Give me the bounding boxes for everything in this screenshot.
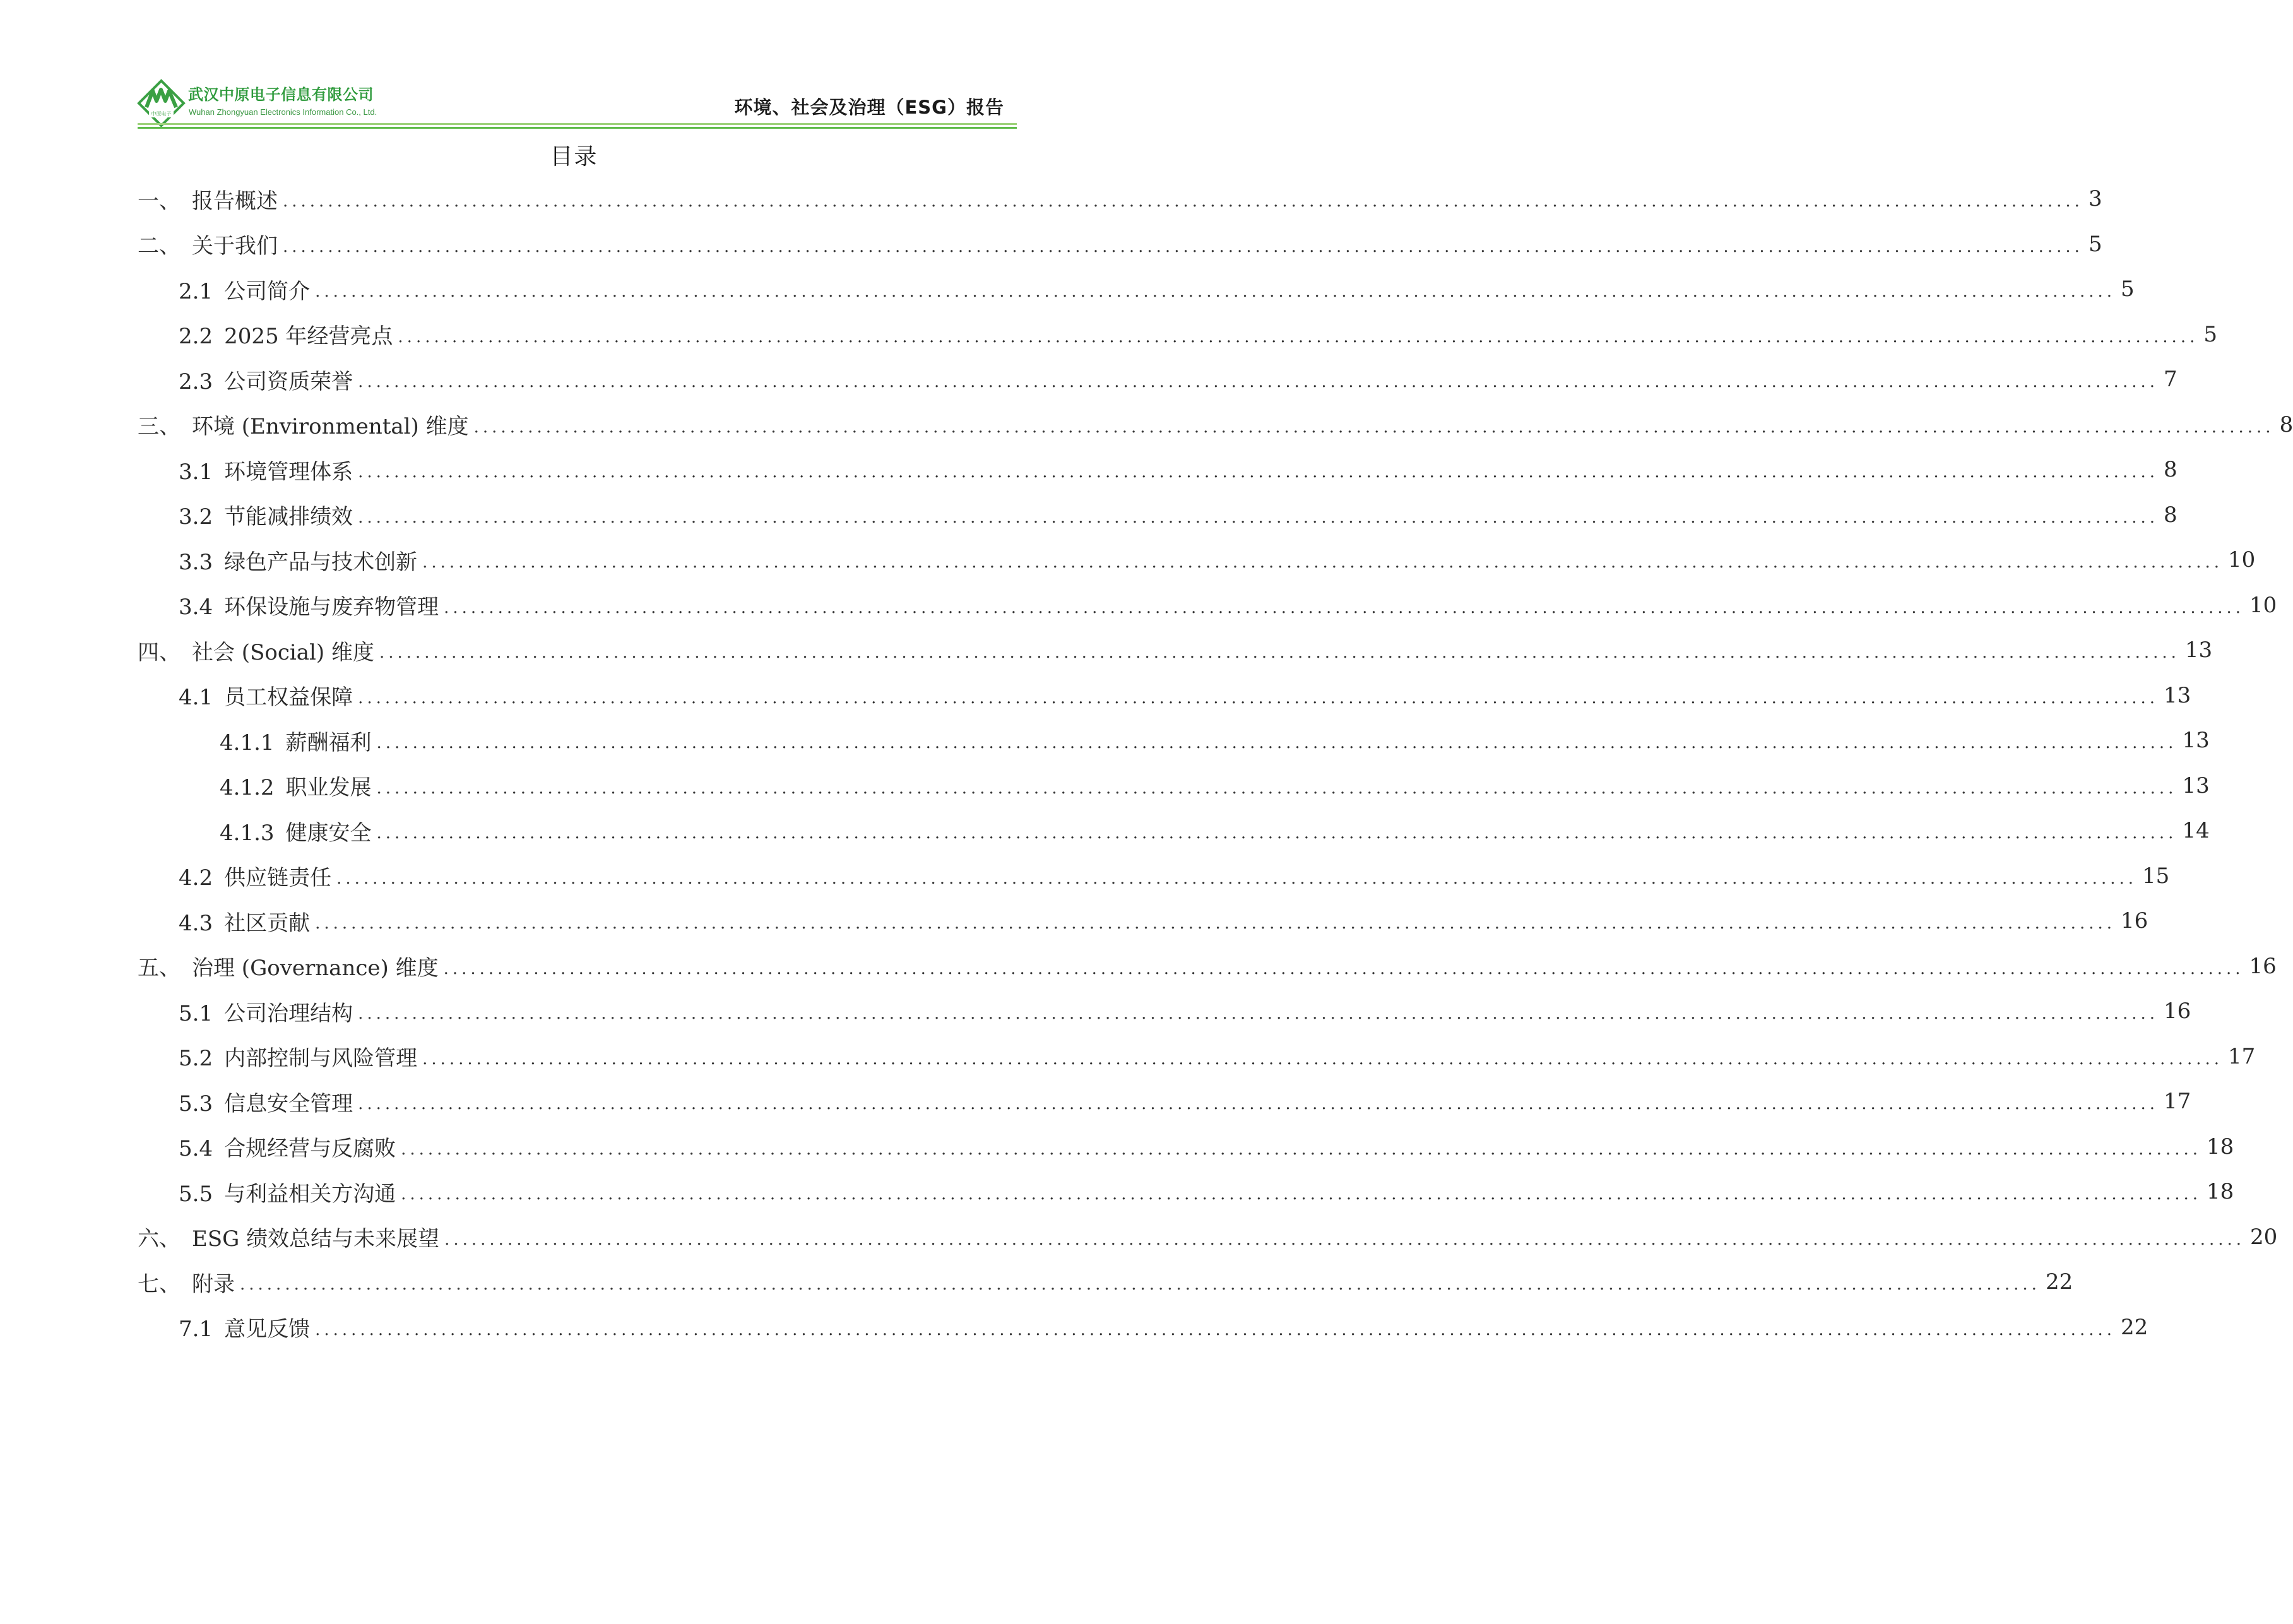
toc-entry-number: 2.2 <box>179 324 213 349</box>
toc-entry[interactable] <box>138 409 2293 441</box>
toc-entry-text: 社区贡献 <box>224 910 311 936</box>
toc-entry[interactable] <box>179 590 2277 621</box>
toc-entry-text: 合规经营与反腐败 <box>224 1136 396 1161</box>
toc-entry-text: 报告概述 <box>192 188 278 214</box>
toc-entry-number: 3.3 <box>179 549 213 575</box>
toc-entry-text: 与利益相关方沟通 <box>224 1181 396 1207</box>
report-title: 环境、社会及治理（ESG）报告 <box>734 97 1004 118</box>
toc-entry-label <box>138 1221 439 1252</box>
toc-entry-number: 5.5 <box>179 1181 213 1207</box>
toc-entry-page: 17 <box>2228 1043 2256 1069</box>
toc-dot-leader: ........................................................................................................................................................................................................ <box>422 1049 2224 1069</box>
toc-dot-leader: ........................................................................................................................................................................................................ <box>376 824 2177 843</box>
toc-entry-label <box>179 274 310 305</box>
toc-entry-page: 5 <box>2203 321 2217 347</box>
toc-entry-number: 4.1.2 <box>220 775 275 800</box>
toc-entry[interactable] <box>179 273 2135 305</box>
toc-dot-leader: ........................................................................................................................................................................................................ <box>358 1004 2159 1023</box>
toc-entry-label <box>179 1312 310 1342</box>
toc-dot-leader: ........................................................................................................................................................................................................ <box>358 688 2159 708</box>
toc-entry-page: 22 <box>2121 1314 2148 1340</box>
toc-entry[interactable] <box>138 951 2277 982</box>
toc-entry-page: 13 <box>2164 682 2191 708</box>
toc-entry-label <box>220 725 372 756</box>
toc-entry-text: 意见反馈 <box>224 1317 311 1342</box>
toc-dot-leader: ........................................................................................................................................................................................................ <box>240 1275 2041 1294</box>
toc-dot-leader: ........................................................................................................................................................................................................ <box>444 598 2245 617</box>
toc-entry-label <box>179 860 331 891</box>
toc-dot-leader: ........................................................................................................................................................................................................ <box>398 327 2199 347</box>
toc-entry-page: 8 <box>2164 502 2177 528</box>
toc-entry[interactable] <box>138 228 2102 260</box>
toc-entry-label <box>179 906 310 937</box>
toc-entry-number: 4.1 <box>179 685 213 710</box>
toc-dot-leader: ........................................................................................................................................................................................................ <box>422 553 2224 572</box>
toc-entry[interactable] <box>179 680 2191 711</box>
header-rule-dark <box>138 127 1017 129</box>
toc-entry[interactable] <box>179 1176 2234 1207</box>
toc-entry-text: 信息安全管理 <box>224 1091 353 1117</box>
toc-entry-text: ESG 绩效总结与未来展望 <box>192 1226 440 1252</box>
toc-entry-page: 16 <box>2164 999 2191 1024</box>
toc-entry-text: 社会 (Social) 维度 <box>192 639 374 665</box>
toc-dot-leader: ........................................................................................................................................................................................................ <box>473 417 2275 437</box>
toc-entry-number: 六、 <box>138 1226 181 1252</box>
toc-entry-number: 2.3 <box>179 369 213 394</box>
toc-dot-leader: ........................................................................................................................................................................................................ <box>444 1230 2246 1249</box>
toc-dot-leader: ........................................................................................................................................................................................................ <box>401 1185 2202 1204</box>
toc-entry-page: 20 <box>2250 1224 2278 1250</box>
toc-entry[interactable] <box>179 905 2148 937</box>
company-name-cn: 武汉中原电子信息有限公司 <box>188 86 374 104</box>
toc-dot-leader: ........................................................................................................................................................................................................ <box>315 1320 2116 1339</box>
toc-entry-label <box>179 680 353 711</box>
toc-entry-label <box>138 184 278 215</box>
toc-entry[interactable] <box>220 815 2210 846</box>
toc-entry-text: 绿色产品与技术创新 <box>224 549 418 575</box>
toc-dot-leader: ........................................................................................................................................................................................................ <box>315 914 2116 933</box>
toc-entry[interactable] <box>179 319 2217 350</box>
toc-entry-page: 10 <box>2228 547 2256 572</box>
toc-entry-page: 16 <box>2121 908 2148 934</box>
toc-entry-label <box>138 1267 235 1298</box>
toc-entry[interactable] <box>220 725 2210 756</box>
toc-entry-number: 4.3 <box>179 910 213 936</box>
toc-entry[interactable] <box>138 634 2213 666</box>
toc-entry-number: 5.1 <box>179 1000 213 1026</box>
toc-entry-number: 4.2 <box>179 865 213 891</box>
toc-entry-text: 公司简介 <box>224 278 311 304</box>
toc-entry[interactable] <box>138 183 2102 215</box>
toc-entry[interactable] <box>179 454 2177 485</box>
toc-entry-number: 3.4 <box>179 595 213 620</box>
toc-entry[interactable] <box>138 1221 2278 1253</box>
toc-entry-text: 公司资质荣誉 <box>224 369 353 394</box>
toc-entry-label <box>179 1041 417 1072</box>
toc-entry-page: 8 <box>2279 412 2293 437</box>
toc-entry-label <box>220 770 372 801</box>
toc-entry-number: 四、 <box>138 639 181 665</box>
toc-entry-page: 5 <box>2088 231 2102 257</box>
toc-dot-leader: ........................................................................................................................................................................................................ <box>376 778 2177 798</box>
toc-entry[interactable] <box>138 1266 2073 1298</box>
toc-entry-page: 16 <box>2249 953 2277 979</box>
toc-entry-page: 13 <box>2182 728 2210 753</box>
company-name-en: Wuhan Zhongyuan Electronics Information Co., Ltd. <box>189 107 377 117</box>
toc-entry-number: 七、 <box>138 1271 181 1297</box>
toc-dot-leader: ........................................................................................................................................................................................................ <box>283 237 2083 256</box>
toc-entry[interactable] <box>179 1086 2191 1117</box>
toc-entry[interactable] <box>179 544 2256 576</box>
toc-entry-number: 4.1.3 <box>220 820 275 846</box>
toc-entry-number: 2.1 <box>179 278 213 304</box>
toc-dot-leader: ........................................................................................................................................................................................................ <box>358 1094 2159 1113</box>
logo-caption: 中原电子 <box>151 111 172 117</box>
toc-entry-label <box>179 1177 396 1207</box>
toc-entry[interactable] <box>179 499 2177 531</box>
toc-entry-text: 员工权益保障 <box>224 685 353 710</box>
toc-entry-number: 三、 <box>138 414 181 439</box>
toc-dot-leader: ........................................................................................................................................................................................................ <box>315 282 2116 301</box>
toc-dot-leader: ........................................................................................................................................................................................................ <box>376 733 2177 752</box>
toc-entry-page: 10 <box>2249 592 2277 618</box>
toc-entry-label <box>138 409 469 440</box>
toc-entry-page: 18 <box>2207 1179 2234 1204</box>
toc-entry-text: 供应链责任 <box>224 865 332 891</box>
toc-entry-text: 2025 年经营亮点 <box>224 324 393 349</box>
toc-entry-page: 8 <box>2164 457 2177 482</box>
toc-entry-page: 14 <box>2182 818 2210 843</box>
header-rule-light <box>138 123 1017 125</box>
toc-entry[interactable] <box>179 1312 2148 1343</box>
toc-entry-page: 5 <box>2121 276 2135 302</box>
toc-entry-page: 18 <box>2207 1134 2234 1159</box>
toc-entry-number: 5.2 <box>179 1046 213 1071</box>
toc-entry-page: 3 <box>2088 186 2102 211</box>
toc-entry-number: 4.1.1 <box>220 730 275 756</box>
toc-entry-number: 五、 <box>138 956 181 981</box>
toc-entry-text: 治理 (Governance) 维度 <box>192 956 439 981</box>
toc-entry-text: 公司治理结构 <box>224 1000 353 1026</box>
toc-dot-leader: ........................................................................................................................................................................................................ <box>401 1139 2202 1159</box>
toc-entry-text: 关于我们 <box>192 234 278 259</box>
toc-entry-label <box>179 1131 396 1162</box>
toc-entry-number: 一、 <box>138 188 181 214</box>
toc-entry-label <box>138 951 439 981</box>
toc-entry-label <box>220 815 372 846</box>
toc-entry-text: 附录 <box>192 1271 235 1297</box>
toc-entry-page: 22 <box>2045 1269 2073 1295</box>
toc-entry-text: 内部控制与风险管理 <box>224 1046 418 1071</box>
toc-entry-label <box>179 454 353 485</box>
toc-entry-text: 环境 (Environmental) 维度 <box>192 414 469 439</box>
toc-entry[interactable] <box>179 860 2170 892</box>
toc-entry-label <box>179 319 393 350</box>
toc-entry-text: 职业发展 <box>285 775 372 800</box>
toc-dot-leader: ........................................................................................................................................................................................................ <box>358 372 2159 391</box>
toc-dot-leader: ........................................................................................................................................................................................................ <box>336 868 2138 888</box>
toc-entry-text: 节能减排绩效 <box>224 504 353 530</box>
toc-entry-number: 5.3 <box>179 1091 213 1117</box>
toc-entry-label <box>179 590 439 620</box>
toc-entry[interactable] <box>179 1041 2256 1072</box>
toc-entry[interactable] <box>220 770 2210 802</box>
toc-entry-number: 3.2 <box>179 504 213 530</box>
toc-entry-number: 7.1 <box>179 1317 213 1342</box>
toc-entry-label <box>179 364 353 395</box>
toc-entry-page: 13 <box>2184 637 2213 663</box>
toc-entry-label <box>138 635 374 666</box>
toc-entry-text: 环境管理体系 <box>224 459 353 485</box>
toc-entry-label <box>179 545 417 576</box>
toc-entry[interactable] <box>179 364 2177 395</box>
toc-entry-label <box>179 996 353 1027</box>
toc-entry-page: 17 <box>2164 1089 2191 1114</box>
company-logo-icon <box>138 80 185 127</box>
toc-title: 目录 <box>550 144 598 170</box>
toc-entry[interactable] <box>179 995 2191 1027</box>
toc-entry-text: 环保设施与废弃物管理 <box>224 595 439 620</box>
toc-entry-label <box>138 228 278 259</box>
toc-entry-number: 二、 <box>138 234 181 259</box>
toc-entry-text: 健康安全 <box>285 820 372 846</box>
toc-entry-label <box>179 499 353 530</box>
toc-dot-leader: ........................................................................................................................................................................................................ <box>358 463 2159 482</box>
toc-dot-leader: ........................................................................................................................................................................................................ <box>283 192 2083 211</box>
toc-dot-leader: ........................................................................................................................................................................................................ <box>358 507 2159 527</box>
toc-entry-page: 13 <box>2182 773 2210 798</box>
toc-dot-leader: ........................................................................................................................................................................................................ <box>379 643 2180 662</box>
toc-entry-label <box>179 1086 353 1117</box>
toc-entry-page: 15 <box>2142 863 2170 889</box>
toc-entry-number: 3.1 <box>179 459 213 485</box>
toc-entry-page: 7 <box>2164 367 2177 392</box>
toc-entry[interactable] <box>179 1131 2234 1163</box>
toc-entry-number: 5.4 <box>179 1136 213 1161</box>
toc-dot-leader: ........................................................................................................................................................................................................ <box>443 959 2244 978</box>
toc-entry-text: 薪酬福利 <box>285 730 372 756</box>
